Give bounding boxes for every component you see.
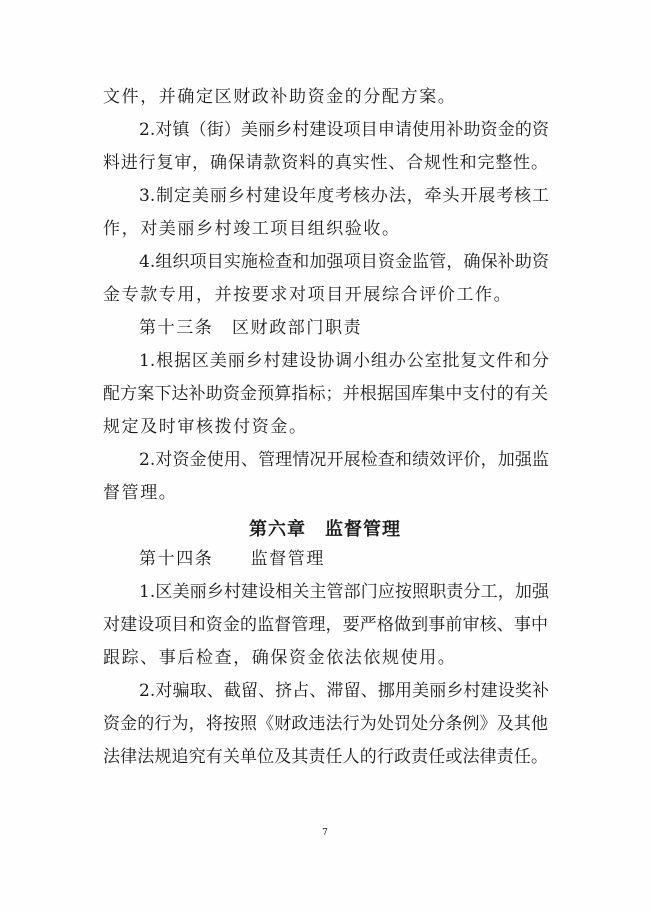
paragraph-line: 跟踪、事后检查，确保资金依法依规使用。 [103, 648, 457, 668]
paragraph-line: 2.对资金使用、管理情况开展检查和绩效评价，加强监 [139, 450, 549, 470]
paragraph-line: 督管理。 [103, 483, 178, 503]
paragraph-line: 1.根据区美丽乡村建设协调小组办公室批复文件和分 [139, 351, 549, 371]
paragraph-line: 3.制定美丽乡村建设年度考核办法，牵头开展考核工 [139, 186, 549, 206]
paragraph-line: 料进行复审，确保请款资料的真实性、合规性和完整性。 [103, 153, 548, 173]
page-number: 7 [322, 828, 328, 838]
paragraph-line: 资金的行为，将按照《财政违法行为处罚处分条例》及其他 [103, 714, 548, 734]
paragraph-line: 4.组织项目实施检查和加强项目资金监管，确保补助资 [139, 252, 549, 272]
paragraph-line: 对建设项目和资金的监督管理，要严格做到事前审核、事中 [103, 615, 548, 635]
paragraph-line: 金专款专用，并按要求对项目开展综合评价工作。 [103, 285, 513, 305]
paragraph-line: 配方案下达补助资金预算指标；并根据国库集中支付的有关 [103, 384, 548, 404]
paragraph-line: 作，对美丽乡村竣工项目组织验收。 [103, 219, 401, 239]
paragraph-line: 1.区美丽乡村建设相关主管部门应按照职责分工，加强 [139, 582, 549, 602]
paragraph-line: 文件，并确定区财政补助资金的分配方案。 [103, 87, 457, 107]
article-heading: 第十三条 区财政部门职责 [139, 318, 363, 338]
article-heading: 第十四条 监督管理 [139, 549, 325, 569]
chapter-heading: 第六章 监督管理 [249, 519, 401, 540]
paragraph-line: 法律法规追究有关单位及其责任人的行政责任或法律责任。 [103, 747, 548, 767]
paragraph-line: 2.对骗取、截留、挤占、滞留、挪用美丽乡村建设奖补 [139, 681, 549, 701]
paragraph-line: 规定及时审核拨付资金。 [103, 417, 308, 437]
paragraph-line: 2.对镇（街）美丽乡村建设项目申请使用补助资金的资 [139, 120, 549, 140]
